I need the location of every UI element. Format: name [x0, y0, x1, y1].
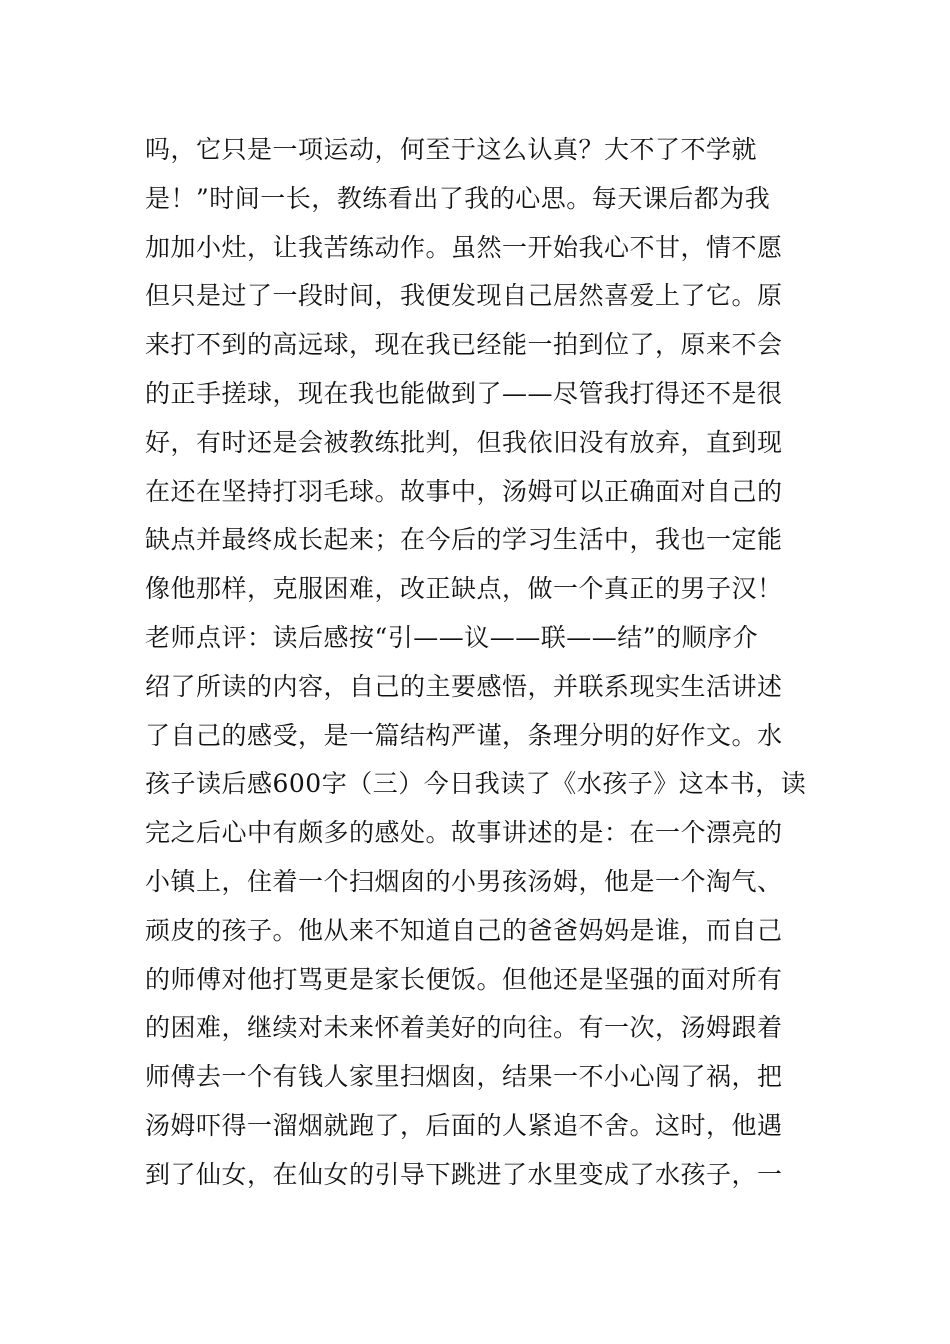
- text-line: 汤姆吓得一溜烟就跑了，后面的人紧追不舍。这时，他遇: [145, 1110, 783, 1140]
- text-line: 了自己的感受，是一篇结构严谨，条理分明的好作文。水: [145, 720, 783, 750]
- text-line: 但只是过了一段时间，我便发现自己居然喜爱上了它。原: [145, 281, 783, 311]
- text-line: 像他那样，克服困难，改正缺点，做一个真正的男子汉！: [145, 574, 783, 604]
- text-line: 绍了所读的内容，自己的主要感悟，并联系现实生活讲述: [145, 671, 783, 701]
- text-line: 师傅去一个有钱人家里扫烟囱，结果一不小心闯了祸，把: [145, 1062, 783, 1092]
- text-line: 孩子读后感600字（三）今日我读了《水孩子》这本书，读: [145, 769, 807, 799]
- text-line: 加加小灶，让我苦练动作。虽然一开始我心不甘，情不愿: [145, 232, 783, 262]
- text-line: 好，有时还是会被教练批判，但我依旧没有放弃，直到现: [145, 427, 783, 457]
- text-line: 缺点并最终成长起来；在今后的学习生活中，我也一定能: [145, 525, 783, 555]
- text-line: 顽皮的孩子。他从来不知道自己的爸爸妈妈是谁，而自己: [145, 915, 783, 945]
- text-line: 的师傅对他打骂更是家长便饭。但他还是坚强的面对所有: [145, 964, 783, 994]
- text-line: 来打不到的高远球，现在我已经能一拍到位了，原来不会: [145, 330, 783, 360]
- text-line: 到了仙女，在仙女的引导下跳进了水里变成了水孩子，一: [145, 1159, 783, 1189]
- text-line: 的困难，继续对未来怀着美好的向往。有一次，汤姆跟着: [145, 1013, 783, 1043]
- text-line: 老师点评：读后感按“引——议——联——结”的顺序介: [145, 622, 759, 652]
- text-line: 吗，它只是一项运动，何至于这么认真？大不了不学就: [145, 135, 758, 164]
- text-line: 是！”时间一长，教练看出了我的心思。每天课后都为我: [145, 183, 771, 213]
- text-line: 的正手搓球，现在我也能做到了——尽管我打得还不是很: [145, 378, 783, 408]
- text-line: 小镇上，住着一个扫烟囱的小男孩汤姆，他是一个淘气、: [145, 866, 783, 896]
- body-text: [145, 126, 815, 1200]
- text-line: 在还在坚持打羽毛球。故事中，汤姆可以正确面对自己的: [145, 476, 783, 506]
- text-line: 完之后心中有颇多的感处。故事讲述的是：在一个漂亮的: [145, 818, 783, 848]
